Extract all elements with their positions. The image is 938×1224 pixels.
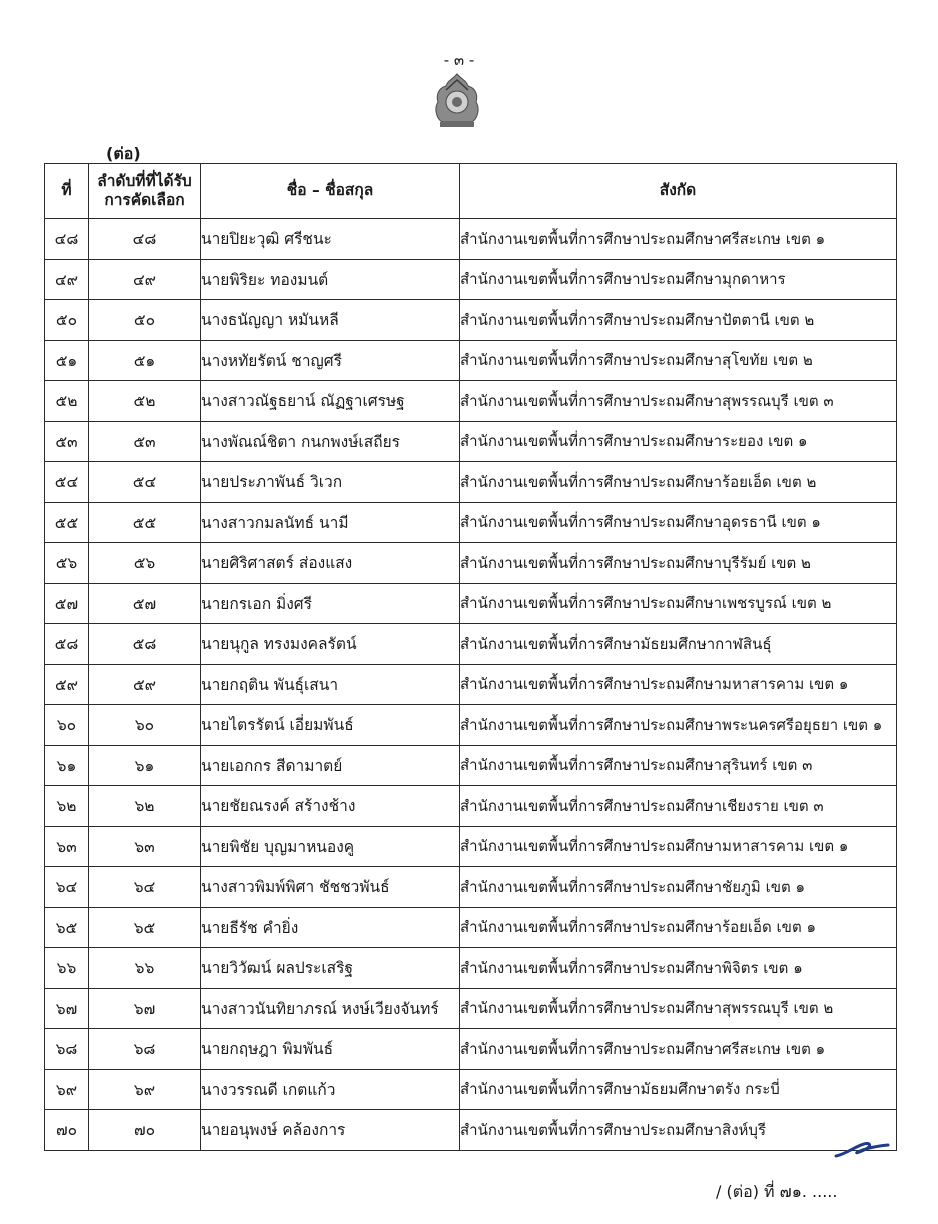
table-row (45, 543, 897, 584)
cell-name: นายไตรรัตน์ เอี่ยมพันธ์ (201, 705, 460, 746)
cell-name: นายกฤษฎา พิมพันธ์ (201, 1029, 460, 1070)
cell-name: นายธีรัช คำยิ่ง (201, 907, 460, 948)
cell-rank: ๖๕ (89, 907, 201, 948)
cell-rank: ๖๒ (89, 786, 201, 827)
cell-no: ๖๓ (45, 826, 89, 867)
table-row (45, 462, 897, 503)
header-name: ชื่อ – ชื่อสกุล (201, 164, 460, 219)
cell-rank: ๕๐ (89, 300, 201, 341)
cell-affiliation: สำนักงานเขตพื้นที่การศึกษาประถมศึกษาพระนครศรีอยุธยา เขต ๑ (460, 705, 897, 746)
cell-affiliation: สำนักงานเขตพื้นที่การศึกษาประถมศึกษาสุพรรณบุรี เขต ๒ (460, 988, 897, 1029)
table-row (45, 381, 897, 422)
cell-name: นายนุกูล ทรงมงคลรัตน์ (201, 624, 460, 665)
header-rank-line1: ลำดับที่ที่ได้รับ (97, 171, 192, 190)
cell-affiliation: สำนักงานเขตพื้นที่การศึกษาประถมศึกษาศรีสะเกษ เขต ๑ (460, 219, 897, 260)
table-row (45, 988, 897, 1029)
signature-icon (832, 1132, 892, 1162)
table-row (45, 340, 897, 381)
cell-name: นายอนุพงษ์ คล้องการ (201, 1110, 460, 1151)
cell-affiliation: สำนักงานเขตพื้นที่การศึกษาประถมศึกษาเพชรบูรณ์ เขต ๒ (460, 583, 897, 624)
table-row (45, 1069, 897, 1110)
cell-rank: ๕๘ (89, 624, 201, 665)
cell-no: ๕๗ (45, 583, 89, 624)
table-row (45, 786, 897, 827)
table-row (45, 826, 897, 867)
cell-name: นายศิริศาสตร์ ส่องแสง (201, 543, 460, 584)
cell-no: ๕๙ (45, 664, 89, 705)
cell-affiliation: สำนักงานเขตพื้นที่การศึกษามัธยมศึกษากาฬสินธุ์ (460, 624, 897, 665)
cell-name: นางวรรณดี เกตแก้ว (201, 1069, 460, 1110)
cell-rank: ๕๔ (89, 462, 201, 503)
continuation-note: / (ต่อ) ที่ ๗๑. ..... (716, 1182, 838, 1201)
cell-no: ๕๘ (45, 624, 89, 665)
cell-no: ๕๓ (45, 421, 89, 462)
cell-affiliation: สำนักงานเขตพื้นที่การศึกษาประถมศึกษาพิจิตร เขต ๑ (460, 948, 897, 989)
cell-name: นางสาวพิมพ์พิศา ชัชชวพันธ์ (201, 867, 460, 908)
table-row (45, 219, 897, 260)
cell-affiliation: สำนักงานเขตพื้นที่การศึกษาประถมศึกษาร้อยเอ็ด เขต ๒ (460, 462, 897, 503)
cell-name: นางพัณณ์ชิตา กนกพงษ์เสถียร (201, 421, 460, 462)
cell-no: ๖๕ (45, 907, 89, 948)
cell-rank: ๕๑ (89, 340, 201, 381)
cell-affiliation: สำนักงานเขตพื้นที่การศึกษาประถมศึกษาชัยภูมิ เขต ๑ (460, 867, 897, 908)
cell-name: นายพิริยะ ทองมนต์ (201, 259, 460, 300)
cell-no: ๖๔ (45, 867, 89, 908)
ministry-emblem-icon (432, 72, 482, 130)
cell-no: ๔๘ (45, 219, 89, 260)
cell-no: ๕๐ (45, 300, 89, 341)
cell-affiliation: สำนักงานเขตพื้นที่การศึกษาประถมศึกษาสุพรรณบุรี เขต ๓ (460, 381, 897, 422)
cell-rank: ๕๓ (89, 421, 201, 462)
cell-rank: ๕๕ (89, 502, 201, 543)
cell-affiliation: สำนักงานเขตพื้นที่การศึกษาประถมศึกษามุกดาหาร (460, 259, 897, 300)
table-row (45, 1029, 897, 1070)
cell-name: นายชัยณรงค์ สร้างช้าง (201, 786, 460, 827)
cell-affiliation: สำนักงานเขตพื้นที่การศึกษาประถมศึกษาระยอง เขต ๑ (460, 421, 897, 462)
header-rank-line2: การคัดเลือก (104, 191, 185, 209)
cell-rank: ๖๖ (89, 948, 201, 989)
header-rank (89, 164, 201, 219)
header-no: ที่ (45, 164, 89, 219)
roster-table (44, 163, 897, 1151)
cell-rank: ๗๐ (89, 1110, 201, 1151)
cell-no: ๖๒ (45, 786, 89, 827)
cell-rank: ๔๘ (89, 219, 201, 260)
table-row (45, 948, 897, 989)
table-row (45, 624, 897, 665)
cell-no: ๕๒ (45, 381, 89, 422)
cell-name: นายประภาพันธ์ วิเวก (201, 462, 460, 503)
cell-rank: ๕๒ (89, 381, 201, 422)
cell-no: ๗๐ (45, 1110, 89, 1151)
table-row (45, 1110, 897, 1151)
cell-rank: ๕๗ (89, 583, 201, 624)
cell-no: ๖๘ (45, 1029, 89, 1070)
cell-name: นางสาวกมลนัทธ์ นามี (201, 502, 460, 543)
cell-no: ๕๔ (45, 462, 89, 503)
cell-affiliation: สำนักงานเขตพื้นที่การศึกษาประถมศึกษาเชียงราย เขต ๓ (460, 786, 897, 827)
cell-no: ๖๖ (45, 948, 89, 989)
cell-name: นางหทัยรัตน์ ชาญศรี (201, 340, 460, 381)
table-row (45, 502, 897, 543)
table-row (45, 664, 897, 705)
cell-affiliation: สำนักงานเขตพื้นที่การศึกษาประถมศึกษาสุรินทร์ เขต ๓ (460, 745, 897, 786)
cell-rank: ๕๙ (89, 664, 201, 705)
table-row (45, 300, 897, 341)
table-row (45, 907, 897, 948)
table-row (45, 867, 897, 908)
cell-affiliation: สำนักงานเขตพื้นที่การศึกษาประถมศึกษาบุรีรัมย์ เขต ๒ (460, 543, 897, 584)
cell-name: นางธนัญญา หมันหลี (201, 300, 460, 341)
cell-name: นายวิวัฒน์ ผลประเสริฐ (201, 948, 460, 989)
cell-rank: ๖๐ (89, 705, 201, 746)
cell-name: นายเอกกร สีดามาตย์ (201, 745, 460, 786)
table-row (45, 583, 897, 624)
table-header-row (45, 164, 897, 219)
cell-affiliation: สำนักงานเขตพื้นที่การศึกษาประถมศึกษาศรีสะเกษ เขต ๑ (460, 1029, 897, 1070)
cell-rank: ๖๘ (89, 1029, 201, 1070)
cell-name: นายปิยะวุฒิ ศรีชนะ (201, 219, 460, 260)
cell-rank: ๕๖ (89, 543, 201, 584)
table-body (45, 219, 897, 1151)
cell-name: นางสาวนันทิยาภรณ์ หงษ์เวียงจันทร์ (201, 988, 460, 1029)
cell-rank: ๖๔ (89, 867, 201, 908)
table-row (45, 259, 897, 300)
table-row (45, 705, 897, 746)
cell-rank: ๖๙ (89, 1069, 201, 1110)
cell-name: นายพิชัย บุญมาหนองคู (201, 826, 460, 867)
cell-affiliation: สำนักงานเขตพื้นที่การศึกษาประถมศึกษาปัตตานี เขต ๒ (460, 300, 897, 341)
cell-name: นายกฤติน พันธุ์เสนา (201, 664, 460, 705)
cell-affiliation: สำนักงานเขตพื้นที่การศึกษามัธยมศึกษาตรัง กระบี่ (460, 1069, 897, 1110)
cell-affiliation: สำนักงานเขตพื้นที่การศึกษาประถมศึกษาอุดรธานี เขต ๑ (460, 502, 897, 543)
cell-rank: ๔๙ (89, 259, 201, 300)
cell-affiliation: สำนักงานเขตพื้นที่การศึกษาประถมศึกษาร้อยเอ็ด เขต ๑ (460, 907, 897, 948)
cell-name: นางสาวณัฐธยาน์ ณัฏฐาเศรษฐ (201, 381, 460, 422)
cell-rank: ๖๓ (89, 826, 201, 867)
cell-affiliation: สำนักงานเขตพื้นที่การศึกษาประถมศึกษามหาสารคาม เขต ๑ (460, 826, 897, 867)
cell-no: ๖๗ (45, 988, 89, 1029)
cell-no: ๕๕ (45, 502, 89, 543)
cell-affiliation: สำนักงานเขตพื้นที่การศึกษาประถมศึกษาสุโขทัย เขต ๒ (460, 340, 897, 381)
continued-label: (ต่อ) (106, 144, 141, 163)
table-row (45, 745, 897, 786)
cell-no: ๖๐ (45, 705, 89, 746)
cell-rank: ๖๑ (89, 745, 201, 786)
cell-affiliation: สำนักงานเขตพื้นที่การศึกษาประถมศึกษามหาสารคาม เขต ๑ (460, 664, 897, 705)
cell-no: ๖๑ (45, 745, 89, 786)
cell-rank: ๖๗ (89, 988, 201, 1029)
cell-no: ๔๙ (45, 259, 89, 300)
cell-no: ๖๙ (45, 1069, 89, 1110)
cell-no: ๕๖ (45, 543, 89, 584)
page-number: - ๓ - (443, 51, 475, 69)
cell-no: ๕๑ (45, 340, 89, 381)
table-row (45, 421, 897, 462)
cell-affiliation: สำนักงานเขตพื้นที่การศึกษาประถมศึกษาสิงห์บุรี (460, 1110, 897, 1151)
cell-name: นายกรเอก มิ่งศรี (201, 583, 460, 624)
header-affiliation: สังกัด (460, 164, 897, 219)
